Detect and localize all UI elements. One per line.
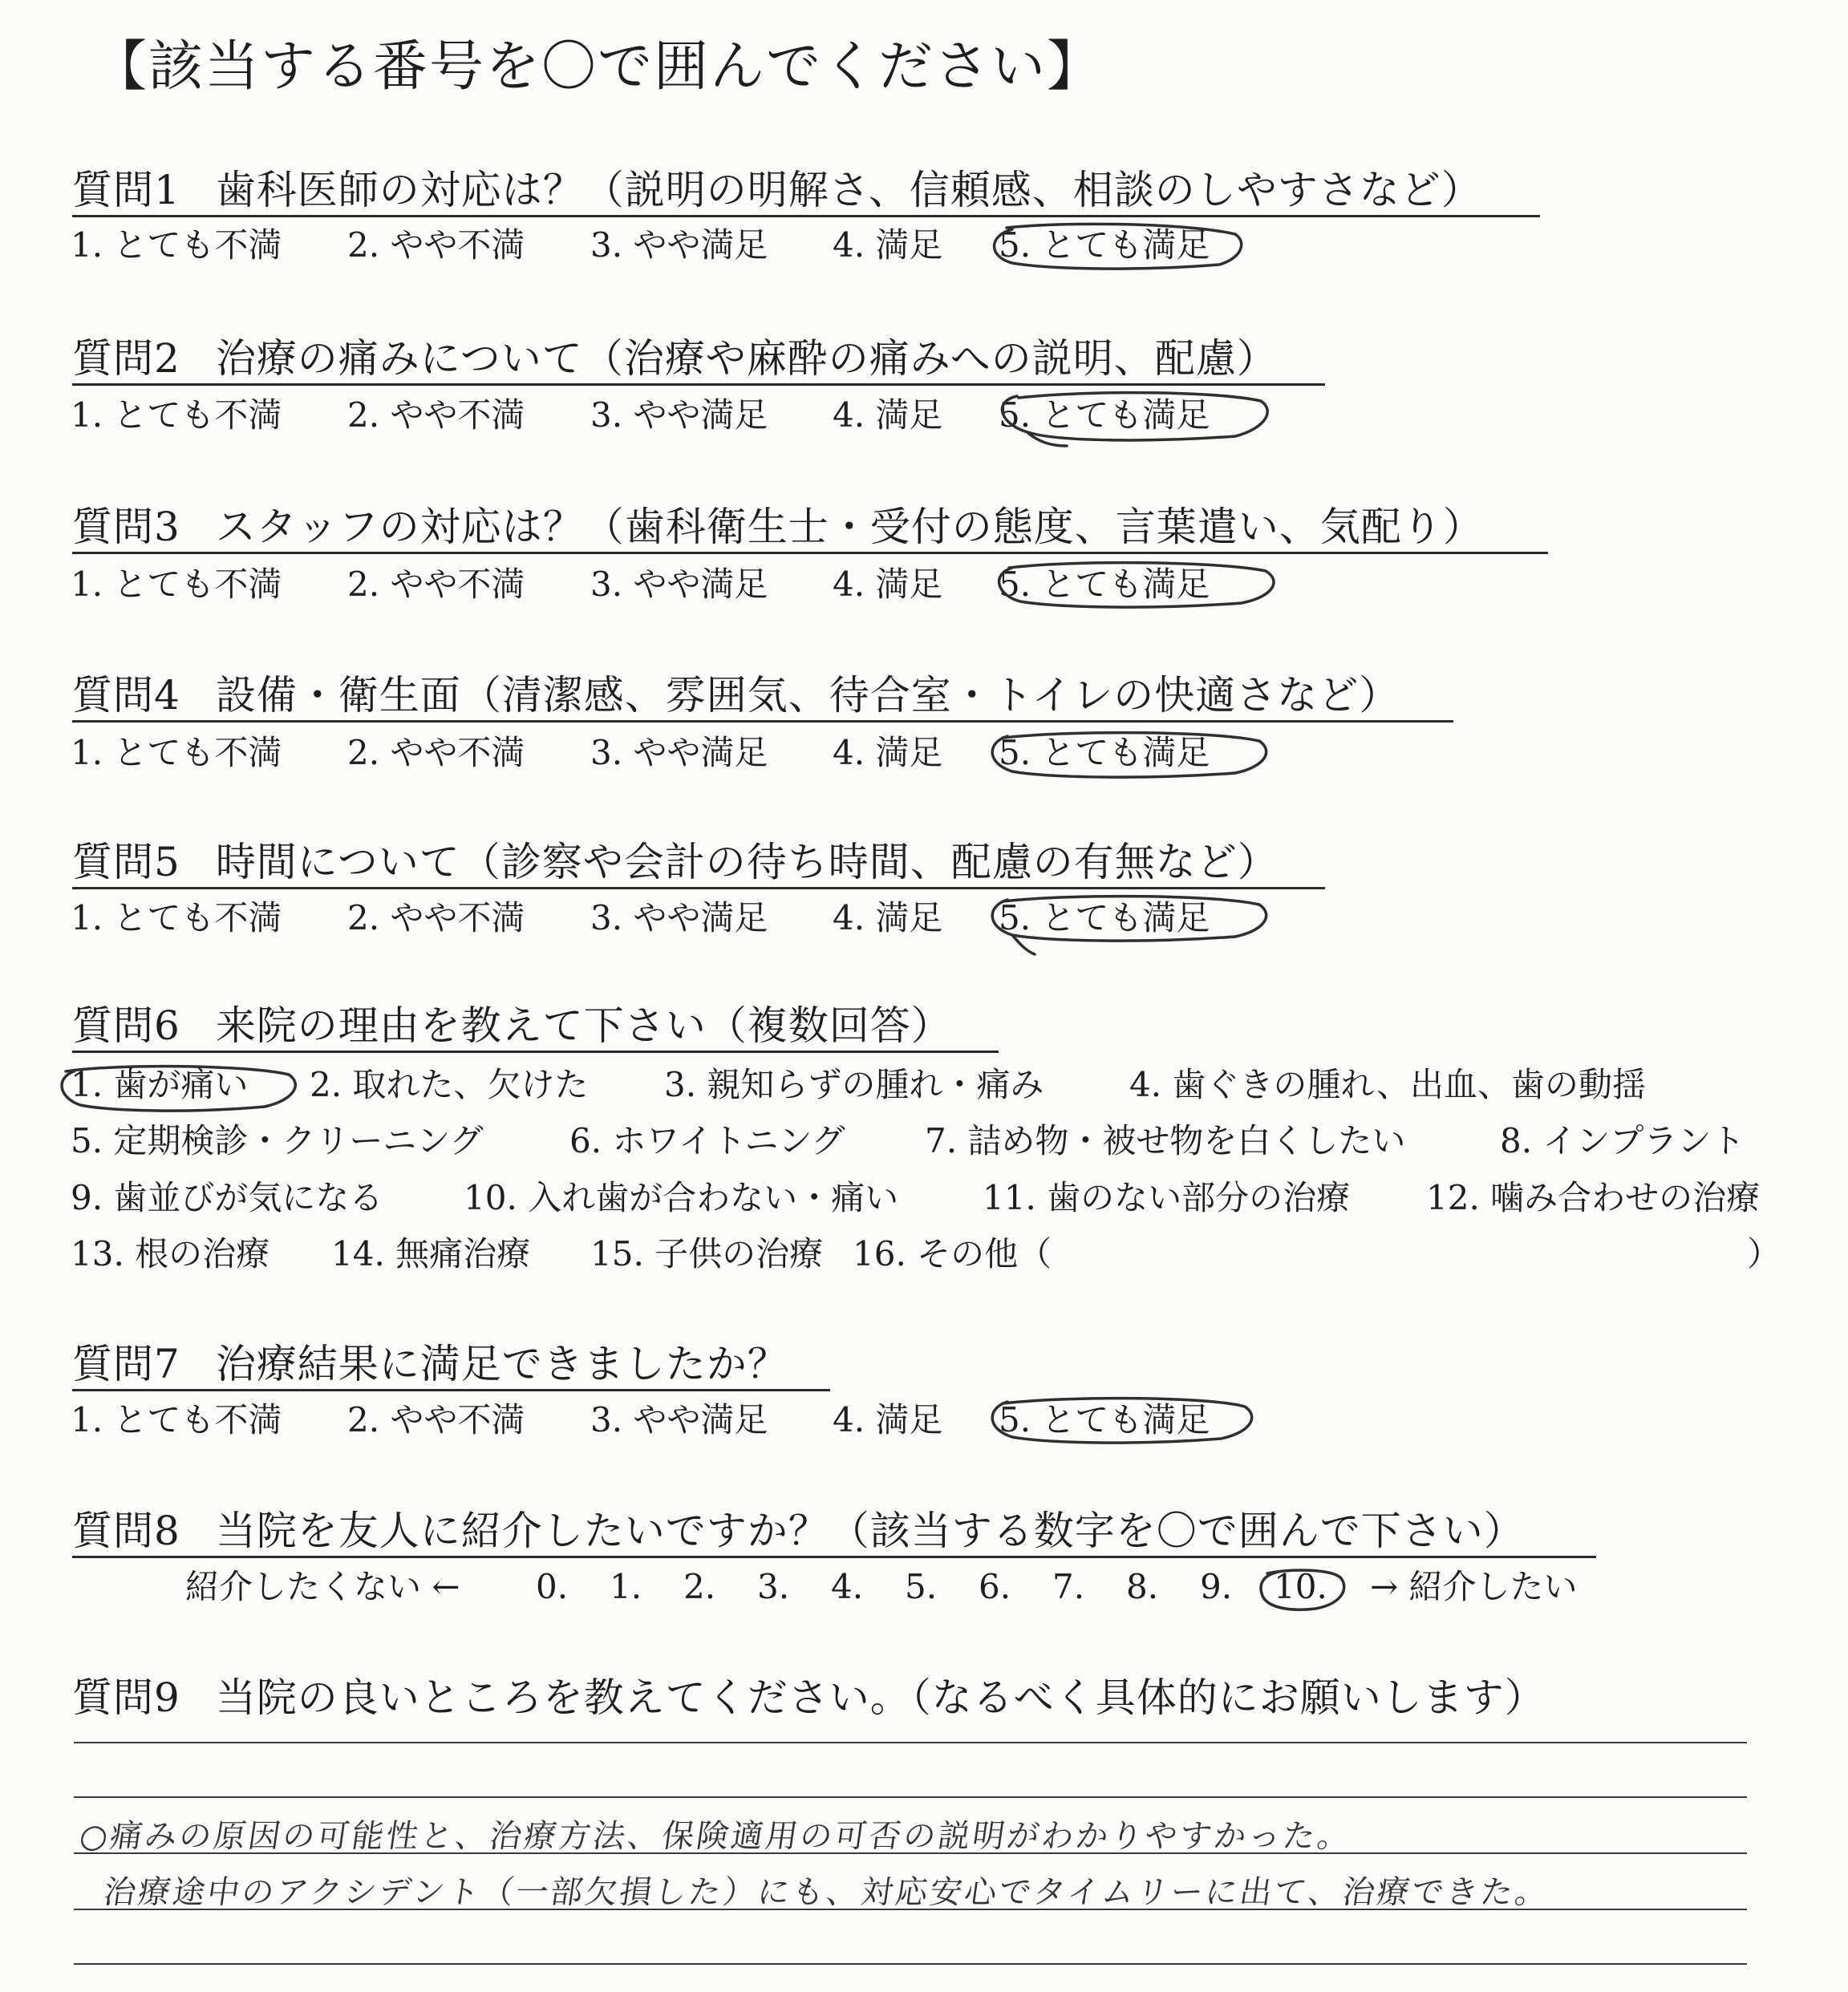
- selection-circle-q4: [992, 733, 1266, 777]
- reason-option[interactable]: 9. 歯並びが気になる: [71, 1178, 383, 1217]
- question-number: 質問6: [72, 1002, 180, 1049]
- question-text: 治療結果に満足できましたか？: [215, 1341, 788, 1387]
- option-1[interactable]: 1. とても不満: [71, 733, 282, 772]
- option-4[interactable]: 4. 満足: [833, 898, 943, 937]
- reason-option[interactable]: 8. インプラント: [1500, 1121, 1745, 1160]
- question-number: 質問4: [72, 672, 180, 719]
- option-3[interactable]: 3. やや満足: [590, 898, 768, 937]
- selection-circle-q8: [1261, 1567, 1344, 1609]
- scale-option-6[interactable]: 6.: [979, 1567, 1011, 1606]
- question-text: スタッフの対応は？（歯科衛生士・受付の態度、言葉遣い、気配り）: [215, 504, 1484, 550]
- question-number: 質問1: [72, 167, 180, 213]
- reason-option[interactable]: 5. 定期検診・クリーニング: [71, 1121, 484, 1160]
- option-5[interactable]: 5. とても満足: [999, 1400, 1210, 1439]
- question-number: 質問5: [72, 839, 180, 885]
- reason-option[interactable]: 2. 取れた、欠けた: [310, 1065, 589, 1104]
- question-text: 当院の良いところを教えてください。（なるべく具体的にお願いします）: [215, 1674, 1546, 1721]
- scale-option-7[interactable]: 7.: [1052, 1567, 1085, 1606]
- option-3[interactable]: 3. やや満足: [590, 565, 768, 604]
- question-text: 来院の理由を教えて下さい（複数回答）: [215, 1002, 952, 1049]
- reason-option[interactable]: 1. 歯が痛い: [71, 1065, 249, 1104]
- reason-option[interactable]: 3. 親知らずの腫れ・痛み: [664, 1065, 1044, 1104]
- selection-circle-q3: [999, 563, 1274, 607]
- handwritten-answer-line-2[interactable]: 治療途中のアクシデント（一部欠損した）にも、対応安心でタイムリーに出て、治療できた。: [101, 1874, 1553, 1911]
- scale-option-0[interactable]: 0.: [536, 1567, 569, 1606]
- option-2[interactable]: 2. やや不満: [347, 1400, 525, 1439]
- option-4[interactable]: 4. 満足: [833, 395, 943, 435]
- scale-option-8[interactable]: 8.: [1126, 1567, 1159, 1606]
- option-2[interactable]: 2. やや不満: [347, 225, 525, 265]
- selection-circle-q6-option-1: [62, 1067, 295, 1111]
- question-number: 質問9: [72, 1674, 180, 1721]
- option-4[interactable]: 4. 満足: [833, 565, 943, 604]
- reason-option[interactable]: 6. ホワイトニング: [569, 1121, 845, 1160]
- scale-right-label: → 紹介したい: [1370, 1567, 1578, 1606]
- option-1[interactable]: 1. とても不満: [71, 898, 282, 937]
- option-2[interactable]: 2. やや不満: [347, 395, 525, 435]
- reason-option-other[interactable]: 16. その他（: [853, 1234, 1052, 1273]
- selection-circle-q5: [992, 897, 1266, 954]
- scale-option-2[interactable]: 2.: [683, 1567, 716, 1606]
- option-4[interactable]: 4. 満足: [833, 1400, 943, 1439]
- instruction-header: 【該当する番号を〇で囲んでください】: [92, 35, 1104, 99]
- reason-option[interactable]: 13. 根の治療: [71, 1234, 270, 1273]
- option-5[interactable]: 5. とても満足: [999, 395, 1210, 435]
- option-5[interactable]: 5. とても満足: [999, 898, 1210, 937]
- option-3[interactable]: 3. やや満足: [590, 733, 768, 772]
- reason-option[interactable]: 14. 無痛治療: [331, 1234, 531, 1273]
- option-3[interactable]: 3. やや満足: [590, 1400, 768, 1439]
- question-text: 時間について（診察や会計の待ち時間、配慮の有無など）: [215, 839, 1279, 885]
- reason-option[interactable]: 11. 歯のない部分の治療: [983, 1178, 1351, 1217]
- handwritten-answer-line-1[interactable]: ○痛みの原因の可能性と、治療方法、保険適用の可否の説明がわかりやすかった。: [77, 1818, 1355, 1855]
- option-4[interactable]: 4. 満足: [833, 733, 943, 772]
- reason-option[interactable]: 7. 詰め物・被せ物を白くしたい: [925, 1121, 1406, 1160]
- scale-option-9[interactable]: 9.: [1200, 1567, 1233, 1606]
- selection-circle-q7: [992, 1399, 1251, 1443]
- scale-option-5[interactable]: 5.: [905, 1567, 938, 1606]
- selection-circle-q2: [1002, 393, 1267, 446]
- option-5[interactable]: 5. とても満足: [999, 733, 1210, 772]
- reason-option[interactable]: 4. 歯ぐきの腫れ、出血、歯の動揺: [1129, 1065, 1646, 1104]
- option-1[interactable]: 1. とても不満: [71, 395, 282, 435]
- option-3[interactable]: 3. やや満足: [590, 225, 768, 265]
- scale-option-3[interactable]: 3.: [757, 1567, 790, 1606]
- question-number: 質問3: [72, 504, 180, 550]
- question-text: 治療の痛みについて（治療や麻酔の痛みへの説明、配慮）: [215, 335, 1278, 382]
- option-2[interactable]: 2. やや不満: [347, 733, 525, 772]
- reason-option[interactable]: 10. 入れ歯が合わない・痛い: [464, 1178, 899, 1217]
- option-5[interactable]: 5. とても満足: [999, 225, 1210, 265]
- question-number: 質問8: [72, 1508, 180, 1554]
- other-close-paren: ）: [1747, 1234, 1781, 1273]
- option-2[interactable]: 2. やや不満: [347, 565, 525, 604]
- scale-option-1[interactable]: 1.: [610, 1567, 642, 1606]
- question-number: 質問7: [72, 1341, 180, 1387]
- option-1[interactable]: 1. とても不満: [71, 225, 282, 265]
- question-text: 当院を友人に紹介したいですか？（該当する数字を〇で囲んで下さい）: [215, 1508, 1525, 1554]
- option-1[interactable]: 1. とても不満: [71, 565, 282, 604]
- reason-option[interactable]: 15. 子供の治療: [590, 1234, 824, 1273]
- reason-option[interactable]: 12. 噛み合わせの治療: [1426, 1178, 1761, 1217]
- question-text: 設備・衛生面（清潔感、雰囲気、待合室・トイレの快適さなど）: [215, 672, 1400, 719]
- option-1[interactable]: 1. とても不満: [71, 1400, 282, 1439]
- question-text: 歯科医師の対応は？（説明の明解さ、信頼感、相談のしやすさなど）: [215, 167, 1482, 213]
- scale-option-4[interactable]: 4.: [831, 1567, 864, 1606]
- option-3[interactable]: 3. やや満足: [590, 395, 768, 435]
- scale-option-10[interactable]: 10.: [1274, 1567, 1327, 1606]
- scale-left-label: 紹介したくない ←: [185, 1567, 460, 1606]
- option-4[interactable]: 4. 満足: [833, 225, 943, 265]
- selection-circle-q1: [995, 224, 1242, 269]
- option-2[interactable]: 2. やや不満: [347, 898, 525, 937]
- option-5[interactable]: 5. とても満足: [999, 565, 1210, 604]
- question-number: 質問2: [72, 335, 180, 382]
